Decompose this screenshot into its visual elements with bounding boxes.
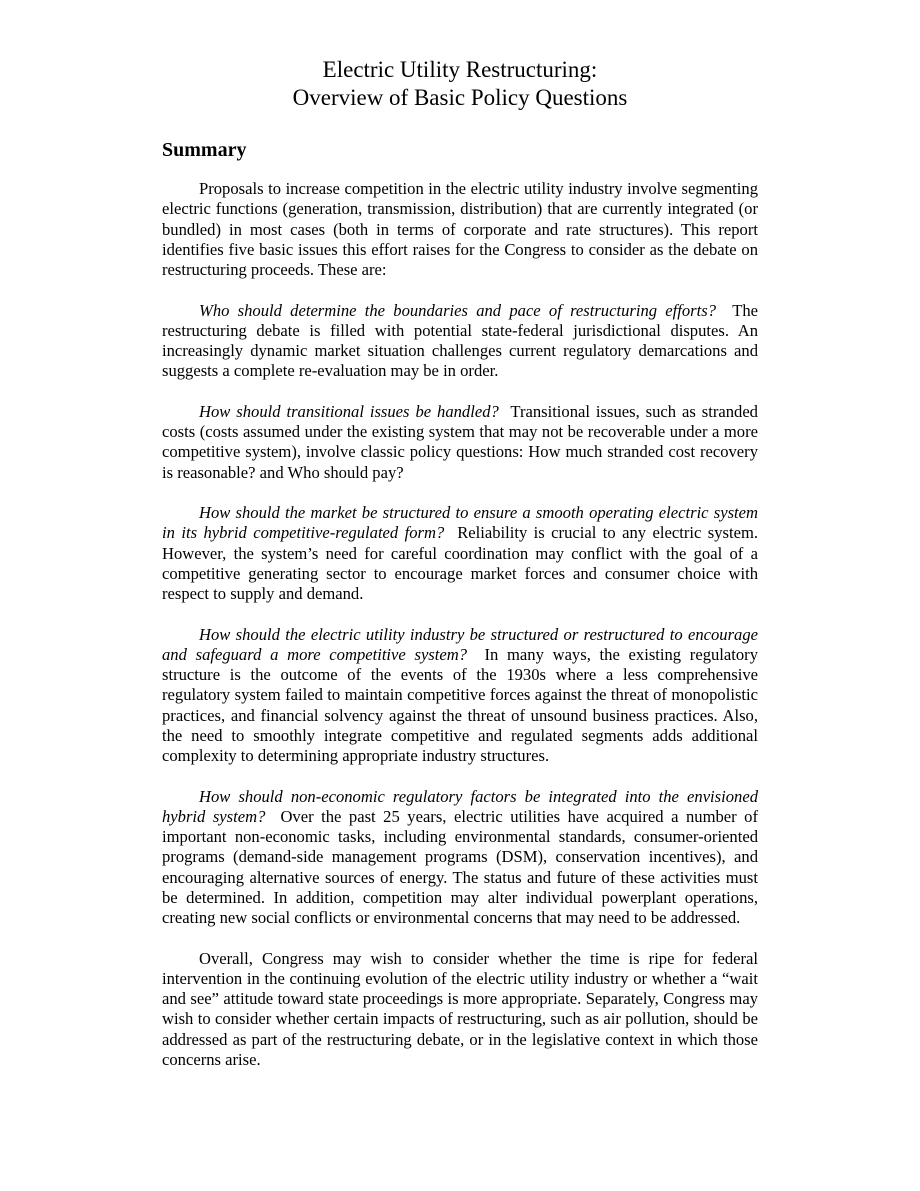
question-1: Who should determine the boundaries and pace of restructuring efforts? xyxy=(199,300,716,320)
question-1-body: The restructuring debate is filled with potential state-federal jurisdictional disputes. An increasingly dynamic market situation challenges current regulatory demarcations and suggests a complete re-evaluation may be in order. xyxy=(162,300,759,381)
title-line-1: Electric Utility Restructuring: xyxy=(322,57,598,82)
document-title xyxy=(162,56,758,112)
title-line-2: Overview of Basic Policy Questions xyxy=(292,85,628,110)
question-3: How should the market be structured to ensure a smooth operating electric system in its hybrid competitive-regulated form? xyxy=(162,503,758,543)
question-paragraph-5 xyxy=(162,787,758,929)
document-page xyxy=(162,56,758,1070)
question-paragraph-3 xyxy=(162,503,758,604)
question-5-body: Over the past 25 years, electric utilities have acquired a number of important non-economic tasks, including environmental standards, consumer-oriented programs (demand-side management programs (DSM), conservation incentives), and encouraging alternative sources of energy. The status and future of these activities must be determined. In addition, competition may alter individual powerplant operations, creating new social conflicts or environmental concerns that may need to be addressed. xyxy=(162,806,759,927)
question-4-body: In many ways, the existing regulatory structure is the outcome of the events of the 1930s where a less comprehensive regulatory system failed to maintain competitive forces against the threat of monopolistic practices, and financial solvency against the threat of unsound business practices. Also, the need to smoothly integrate competitive and regulated segments adds additional complexity to determining appropriate industry structures. xyxy=(162,644,758,765)
intro-paragraph: Proposals to increase competition in the electric utility industry involve segmenting electric functions (generation, transmission, distribution) that are currently integrated (or bundled) in most cases (both in terms of corporate and rate structures). This report identifies five basic issues this effort raises for the Congress to consider as the debate on restructuring proceeds. These are: xyxy=(162,179,758,279)
summary-heading: Summary xyxy=(162,139,247,161)
question-3-body: Reliability is crucial to any electric system. However, the system’s need for careful coordination may conflict with the goal of a competitive generating sector to encourage market forces and consumer choice with respect to supply and demand. xyxy=(162,523,759,603)
question-paragraph-2 xyxy=(162,402,758,483)
question-paragraph-1 xyxy=(162,301,758,382)
question-2-body: Transitional issues, such as stranded costs (costs assumed under the existing system that may not be recoverable under a more competitive system), involve classic policy questions: How much stranded cost recovery is reasonable? and Who should pay? xyxy=(162,401,758,482)
question-5: How should non-economic regulatory factors be integrated into the envisioned hybrid system? xyxy=(162,786,758,826)
conclusion-paragraph: Overall, Congress may wish to consider whether the time is ripe for federal intervention in the continuing evolution of the electric utility industry or whether a “wait and see” attitude toward state proceedings is more appropriate. Separately, Congress may wish to consider whether certain impacts of restructuring, such as air pollution, should be addressed as part of the restructuring debate, or in the legislative context in which those concerns arise. xyxy=(162,948,758,1069)
question-paragraph-4 xyxy=(162,625,758,767)
question-4: How should the electric utility industry be structured or restructured to encourage and safeguard a more competitive system? xyxy=(162,624,758,664)
question-2: How should transitional issues be handled? xyxy=(199,401,499,421)
